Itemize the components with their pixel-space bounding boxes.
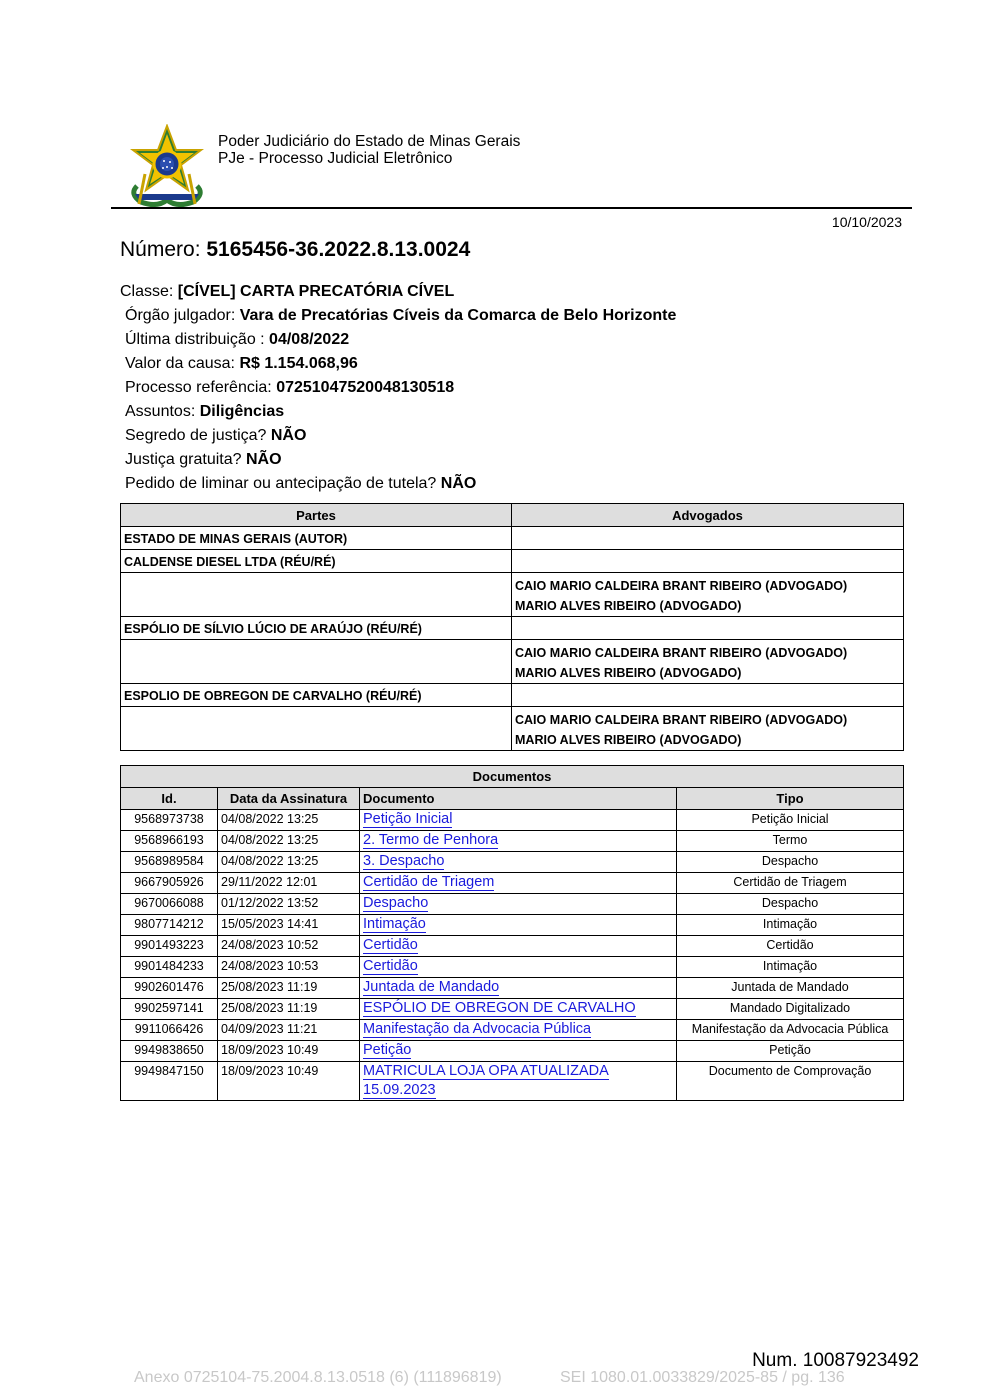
doc-date-cell: 29/11/2022 12:01: [218, 873, 360, 894]
field-classe: [120, 283, 454, 301]
table-row: [121, 640, 904, 684]
doc-name-cell: [360, 810, 677, 831]
doc-name-cell: [360, 852, 677, 873]
field-label: Classe:: [120, 283, 178, 300]
doc-id-cell: 9568966193: [121, 831, 218, 852]
doc-id-cell: 9902601476: [121, 978, 218, 999]
document-link[interactable]: Despacho: [363, 895, 429, 911]
lawyer-cell: [512, 684, 904, 707]
doc-date-cell: 04/08/2022 13:25: [218, 810, 360, 831]
annex-watermark: Anexo 0725104-75.2004.8.13.0518 (6) (111896819): [134, 1369, 502, 1386]
sei-watermark: SEI 1080.01.0033829/2025-85 / pg. 136: [560, 1369, 845, 1386]
doc-date-cell: 18/09/2023 10:49: [218, 1062, 360, 1101]
document-link[interactable]: Certidão de Triagem: [363, 874, 495, 890]
doc-id-cell: 9949838650: [121, 1041, 218, 1062]
field-value: R$ 1.154.068,96: [239, 355, 358, 372]
table-row: [121, 1062, 904, 1101]
document-link[interactable]: Petição: [363, 1042, 412, 1058]
lawyer-name: CAIO MARIO CALDEIRA BRANT RIBEIRO (ADVOGADO): [515, 713, 848, 727]
doc-name-cell: [360, 1041, 677, 1062]
doc-id-cell: 9902597141: [121, 999, 218, 1020]
documents-title: Documentos: [121, 766, 904, 788]
column-header: Partes: [121, 504, 512, 527]
lawyer-name: MARIO ALVES RIBEIRO (ADVOGADO): [515, 666, 742, 680]
doc-id-cell: 9568989584: [121, 852, 218, 873]
table-row: [121, 550, 904, 573]
doc-id-cell: 9667905926: [121, 873, 218, 894]
document-link[interactable]: Certidão: [363, 958, 418, 974]
document-link[interactable]: ESPÓLIO DE OBREGON DE CARVALHO: [363, 1000, 636, 1016]
doc-type-cell: Intimação: [677, 915, 904, 936]
field-label: Pedido de liminar ou antecipação de tutela?: [125, 475, 441, 492]
doc-type-cell: Juntada de Mandado: [677, 978, 904, 999]
table-row: [121, 1020, 904, 1041]
doc-date-cell: 18/09/2023 10:49: [218, 1041, 360, 1062]
doc-date-cell: 15/05/2023 14:41: [218, 915, 360, 936]
doc-type-cell: Termo: [677, 831, 904, 852]
doc-name-cell: [360, 978, 677, 999]
field-value: NÃO: [245, 451, 282, 468]
field-value: 07251047520048130518: [276, 379, 455, 396]
field-orgao: [125, 307, 676, 325]
doc-name-cell: [360, 957, 677, 978]
doc-id-cell: 9911066426: [121, 1020, 218, 1041]
table-row: [121, 915, 904, 936]
document-link[interactable]: Juntada de Mandado: [363, 979, 500, 995]
process-number: [120, 238, 470, 262]
table-row: [121, 810, 904, 831]
lawyer-name: MARIO ALVES RIBEIRO (ADVOGADO): [515, 733, 742, 747]
lawyer-cell: [512, 707, 904, 751]
field-label: Segredo de justiça?: [125, 427, 271, 444]
field-value: NÃO: [440, 475, 477, 492]
doc-name-cell: [360, 873, 677, 894]
party-cell: [121, 640, 512, 684]
lawyer-name: CAIO MARIO CALDEIRA BRANT RIBEIRO (ADVOGADO): [515, 646, 848, 660]
table-row: [121, 978, 904, 999]
org-line-2: PJe - Processo Judicial Eletrônico: [218, 150, 453, 167]
lawyer-name: CAIO MARIO CALDEIRA BRANT RIBEIRO (ADVOGADO): [515, 579, 848, 593]
parties-header-row: [121, 504, 904, 527]
party-cell: ESTADO DE MINAS GERAIS (AUTOR): [121, 527, 512, 550]
column-header: Advogados: [512, 504, 904, 527]
field-value: [CÍVEL] CARTA PRECATÓRIA CÍVEL: [177, 283, 455, 300]
party-cell: [121, 707, 512, 751]
field-label: Justiça gratuita?: [125, 451, 246, 468]
doc-name-cell: [360, 1020, 677, 1041]
table-row: [121, 894, 904, 915]
party-cell: CALDENSE DIESEL LTDA (RÉU/RÉ): [121, 550, 512, 573]
doc-name-cell: [360, 915, 677, 936]
document-date: 10/10/2023: [831, 214, 902, 230]
party-cell: [121, 573, 512, 617]
field-value: Diligências: [199, 403, 285, 420]
table-row: [121, 617, 904, 640]
table-row: [121, 1041, 904, 1062]
doc-date-cell: 24/08/2023 10:53: [218, 957, 360, 978]
table-row: [121, 852, 904, 873]
party-cell: ESPÓLIO DE SÍLVIO LÚCIO DE ARAÚJO (RÉU/RÉ): [121, 617, 512, 640]
field-value: Vara de Precatórias Cíveis da Comarca de Belo Horizonte: [239, 307, 677, 324]
table-row: [121, 707, 904, 751]
parties-table: [120, 503, 904, 751]
document-link[interactable]: 3. Despacho: [363, 853, 445, 869]
column-header: Data da Assinatura: [218, 788, 360, 810]
document-link[interactable]: Manifestação da Advocacia Pública: [363, 1021, 592, 1037]
doc-id-cell: 9949847150: [121, 1062, 218, 1101]
doc-name-cell: [360, 1062, 677, 1101]
doc-name-cell: [360, 936, 677, 957]
field-label: Valor da causa:: [125, 355, 240, 372]
party-cell: ESPOLIO DE OBREGON DE CARVALHO (RÉU/RÉ): [121, 684, 512, 707]
field-referencia: [125, 379, 454, 397]
doc-type-cell: Despacho: [677, 852, 904, 873]
field-label: Órgão julgador:: [125, 307, 240, 324]
field-assuntos: [125, 403, 284, 421]
table-row: [121, 684, 904, 707]
doc-id-cell: 9807714212: [121, 915, 218, 936]
column-header: Id.: [121, 788, 218, 810]
document-link[interactable]: Intimação: [363, 916, 426, 932]
header-divider: [111, 207, 912, 209]
table-row: [121, 873, 904, 894]
table-row: [121, 999, 904, 1020]
coat-of-arms-icon: [128, 124, 206, 208]
document-link[interactable]: Certidão: [363, 937, 418, 953]
table-row: [121, 831, 904, 852]
org-line-1: Poder Judiciário do Estado de Minas Gerais: [218, 133, 521, 150]
document-link[interactable]: Petição Inicial: [363, 811, 453, 827]
process-number-value: 5165456-36.2022.8.13.0024: [206, 238, 471, 261]
doc-date-cell: 01/12/2022 13:52: [218, 894, 360, 915]
field-label: Assuntos:: [125, 403, 200, 420]
doc-type-cell: Manifestação da Advocacia Pública: [677, 1020, 904, 1041]
document-link[interactable]: 2. Termo de Penhora: [363, 832, 499, 848]
lawyer-cell: [512, 527, 904, 550]
doc-type-cell: Despacho: [677, 894, 904, 915]
doc-name-cell: [360, 999, 677, 1020]
doc-type-cell: Intimação: [677, 957, 904, 978]
field-value: NÃO: [270, 427, 307, 444]
doc-type-cell: Certidão de Triagem: [677, 873, 904, 894]
field-label: Última distribuição :: [125, 331, 270, 348]
doc-id-cell: 9901493223: [121, 936, 218, 957]
lawyer-cell: [512, 640, 904, 684]
doc-id-cell: 9568973738: [121, 810, 218, 831]
documents-table: [120, 765, 904, 1101]
document-num: Num. 10087923492: [752, 1350, 919, 1371]
table-row: [121, 527, 904, 550]
doc-type-cell: Documento de Comprovação: [677, 1062, 904, 1101]
doc-name-cell: [360, 831, 677, 852]
table-row: [121, 573, 904, 617]
documents-header-row: [121, 788, 904, 810]
field-segredo: [125, 427, 306, 445]
field-liminar: [125, 475, 476, 493]
documents-title-row: [121, 766, 904, 788]
doc-type-cell: Mandado Digitalizado: [677, 999, 904, 1020]
field-distribuicao: [125, 331, 349, 349]
process-number-label: Número:: [120, 238, 207, 261]
doc-type-cell: Petição: [677, 1041, 904, 1062]
doc-id-cell: 9901484233: [121, 957, 218, 978]
column-header: Tipo: [677, 788, 904, 810]
lawyer-cell: [512, 550, 904, 573]
column-header: Documento: [360, 788, 677, 810]
lawyer-name: MARIO ALVES RIBEIRO (ADVOGADO): [515, 599, 742, 613]
document-link[interactable]: MATRICULA LOJA OPA ATUALIZADA 15.09.2023: [363, 1063, 609, 1098]
doc-type-cell: Certidão: [677, 936, 904, 957]
field-label: Processo referência:: [125, 379, 277, 396]
doc-date-cell: 25/08/2023 11:19: [218, 999, 360, 1020]
field-value: 04/08/2022: [269, 331, 350, 348]
doc-id-cell: 9670066088: [121, 894, 218, 915]
doc-date-cell: 24/08/2023 10:52: [218, 936, 360, 957]
doc-date-cell: 04/08/2022 13:25: [218, 852, 360, 873]
doc-type-cell: Petição Inicial: [677, 810, 904, 831]
field-gratuita: [125, 451, 282, 469]
table-row: [121, 957, 904, 978]
doc-date-cell: 25/08/2023 11:19: [218, 978, 360, 999]
lawyer-cell: [512, 617, 904, 640]
doc-name-cell: [360, 894, 677, 915]
doc-date-cell: 04/08/2022 13:25: [218, 831, 360, 852]
doc-date-cell: 04/09/2023 11:21: [218, 1020, 360, 1041]
field-valor: [125, 355, 358, 373]
lawyer-cell: [512, 573, 904, 617]
table-row: [121, 936, 904, 957]
